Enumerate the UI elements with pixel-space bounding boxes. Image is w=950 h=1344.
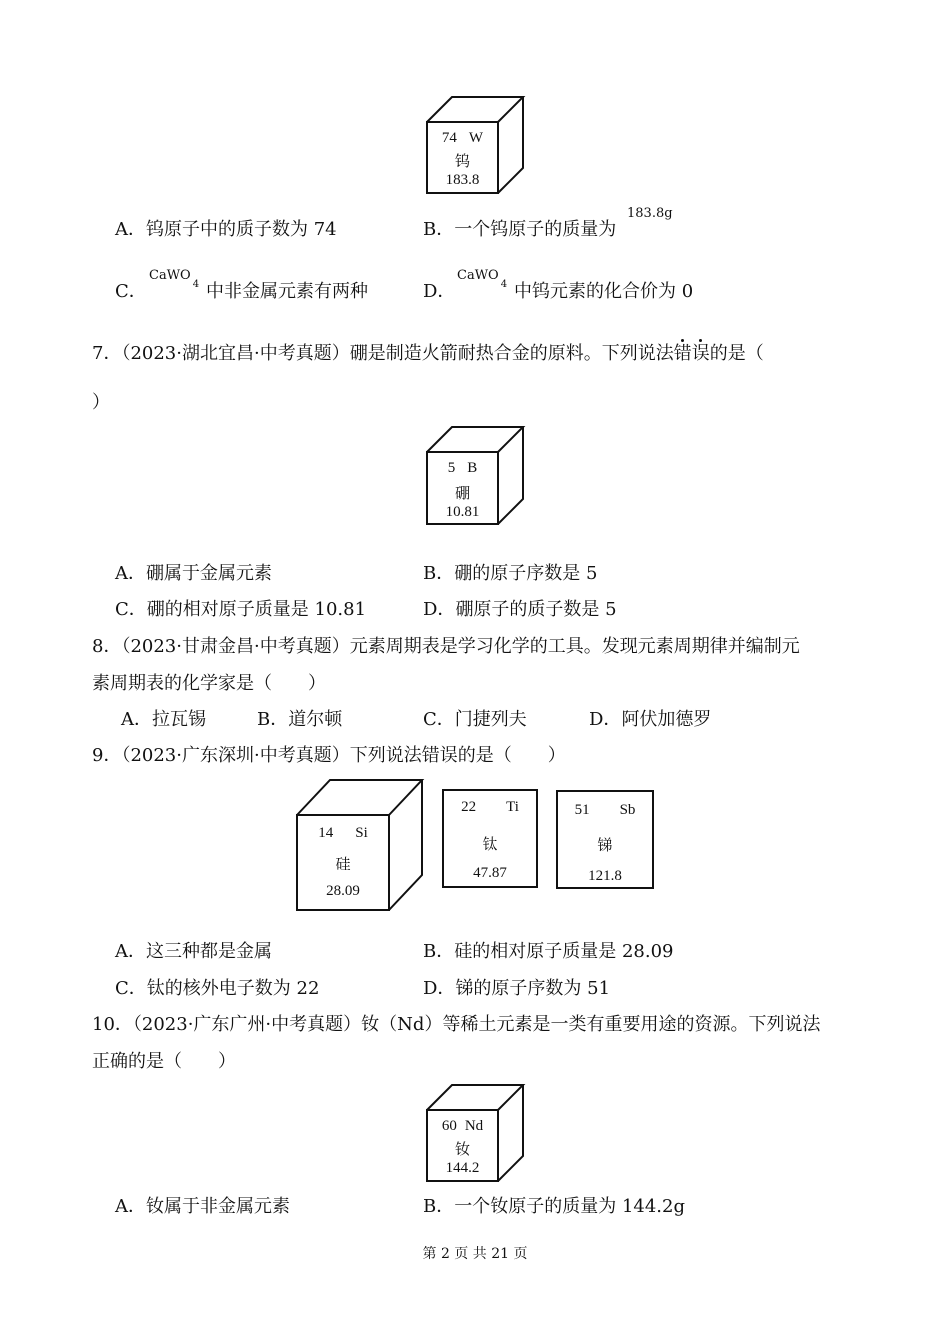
element-name: 硅: [335, 857, 351, 873]
silicon-element-card: [297, 815, 389, 910]
q7-paren-close: ）: [92, 392, 110, 413]
page-footer: 第 2 页 共 21 页: [422, 1246, 528, 1262]
q7-option-a[interactable]: A．硼属于金属元素: [115, 563, 272, 584]
q7-stem: 7．（2023·湖北宜昌·中考真题）硼是制造火箭耐热合金的原料。下列说法错误的是（: [92, 343, 764, 364]
element-symbol: W: [468, 130, 484, 146]
antimony-element-card: [556, 790, 654, 889]
atomic-mass: 144.2: [445, 1160, 480, 1176]
q8-option-b[interactable]: B．道尔顿: [257, 709, 343, 730]
q6-option-d[interactable]: D．: [423, 281, 456, 302]
q6-option-c-text: 中非金属元素有两种: [206, 281, 368, 302]
element-symbol: B: [467, 460, 478, 476]
atomic-mass: 183.8: [445, 172, 480, 188]
q7-option-d[interactable]: D．硼原子的质子数是 5: [423, 599, 617, 620]
q6-option-d-text: 中钨元素的化合价为 0: [514, 281, 694, 302]
element-symbol: Sb: [619, 802, 636, 818]
q8-option-d[interactable]: D．阿伏加德罗: [589, 709, 712, 730]
q8-option-a[interactable]: A．拉瓦锡: [121, 709, 206, 730]
q6-option-b-mass: 183.8g: [627, 206, 673, 221]
tungsten-element-card: [427, 122, 498, 193]
q6-option-a[interactable]: A．钨原子中的质子数为 74: [115, 219, 337, 240]
titanium-element-card: [442, 789, 538, 888]
atomic-number: 51: [574, 802, 590, 818]
q8-option-c[interactable]: C．门捷列夫: [423, 709, 527, 730]
atomic-mass: 47.87: [473, 865, 507, 881]
atomic-number: 60: [441, 1118, 457, 1134]
q9-option-a[interactable]: A．这三种都是金属: [115, 941, 272, 962]
q8-stem-line2: 素周期表的化学家是（ ）: [92, 673, 326, 694]
q10-option-a[interactable]: A．钕属于非金属元素: [115, 1196, 290, 1217]
element-name: 锑: [597, 838, 613, 854]
q9-option-d[interactable]: D．锑的原子序数为 51: [423, 978, 611, 999]
q9-stem: 9．（2023·广东深圳·中考真题）下列说法错误的是（ ）: [92, 745, 566, 766]
element-name: 钕: [454, 1142, 470, 1158]
atomic-number: 22: [461, 799, 477, 815]
atomic-mass: 10.81: [445, 504, 480, 520]
q8-stem-line1: 8．（2023·甘肃金昌·中考真题）元素周期表是学习化学的工具。发现元素周期律并编制元: [92, 636, 800, 657]
q6-option-b[interactable]: B．一个钨原子的质量为: [423, 219, 617, 240]
q6-option-c-formula: CaWO$_4$: [149, 268, 200, 290]
atomic-number: 74: [441, 130, 457, 146]
element-symbol: Nd: [464, 1118, 484, 1134]
q7-option-b[interactable]: B．硼的原子序数是 5: [423, 563, 598, 584]
q10-option-b[interactable]: B．一个钕原子的质量为 144.2g: [423, 1196, 686, 1217]
element-symbol: Si: [355, 825, 368, 841]
element-name: 硼: [454, 486, 470, 502]
element-symbol: Ti: [506, 799, 519, 815]
q7-option-c[interactable]: C．硼的相对原子质量是 10.81: [115, 599, 367, 620]
atomic-number: 5: [447, 460, 456, 476]
element-name: 钨: [454, 154, 470, 170]
atomic-mass: 28.09: [326, 883, 360, 899]
neodymium-element-card: [427, 1110, 498, 1181]
atomic-mass: 121.8: [588, 868, 622, 884]
q9-option-b[interactable]: B．硅的相对原子质量是 28.09: [423, 941, 674, 962]
element-name: 钛: [482, 837, 498, 853]
q9-option-c[interactable]: C．钛的核外电子数为 22: [115, 978, 320, 999]
atomic-number: 14: [318, 825, 334, 841]
q6-option-d-formula: CaWO$_4$: [457, 268, 508, 290]
q10-stem-line2: 正确的是（ ）: [92, 1051, 236, 1072]
q6-option-c[interactable]: C．: [115, 281, 147, 302]
q10-stem-line1: 10．（2023·广东广州·中考真题）钕（Nd）等稀土元素是一类有重要用途的资源。下列说法: [92, 1014, 821, 1035]
boron-element-card: [427, 452, 498, 524]
